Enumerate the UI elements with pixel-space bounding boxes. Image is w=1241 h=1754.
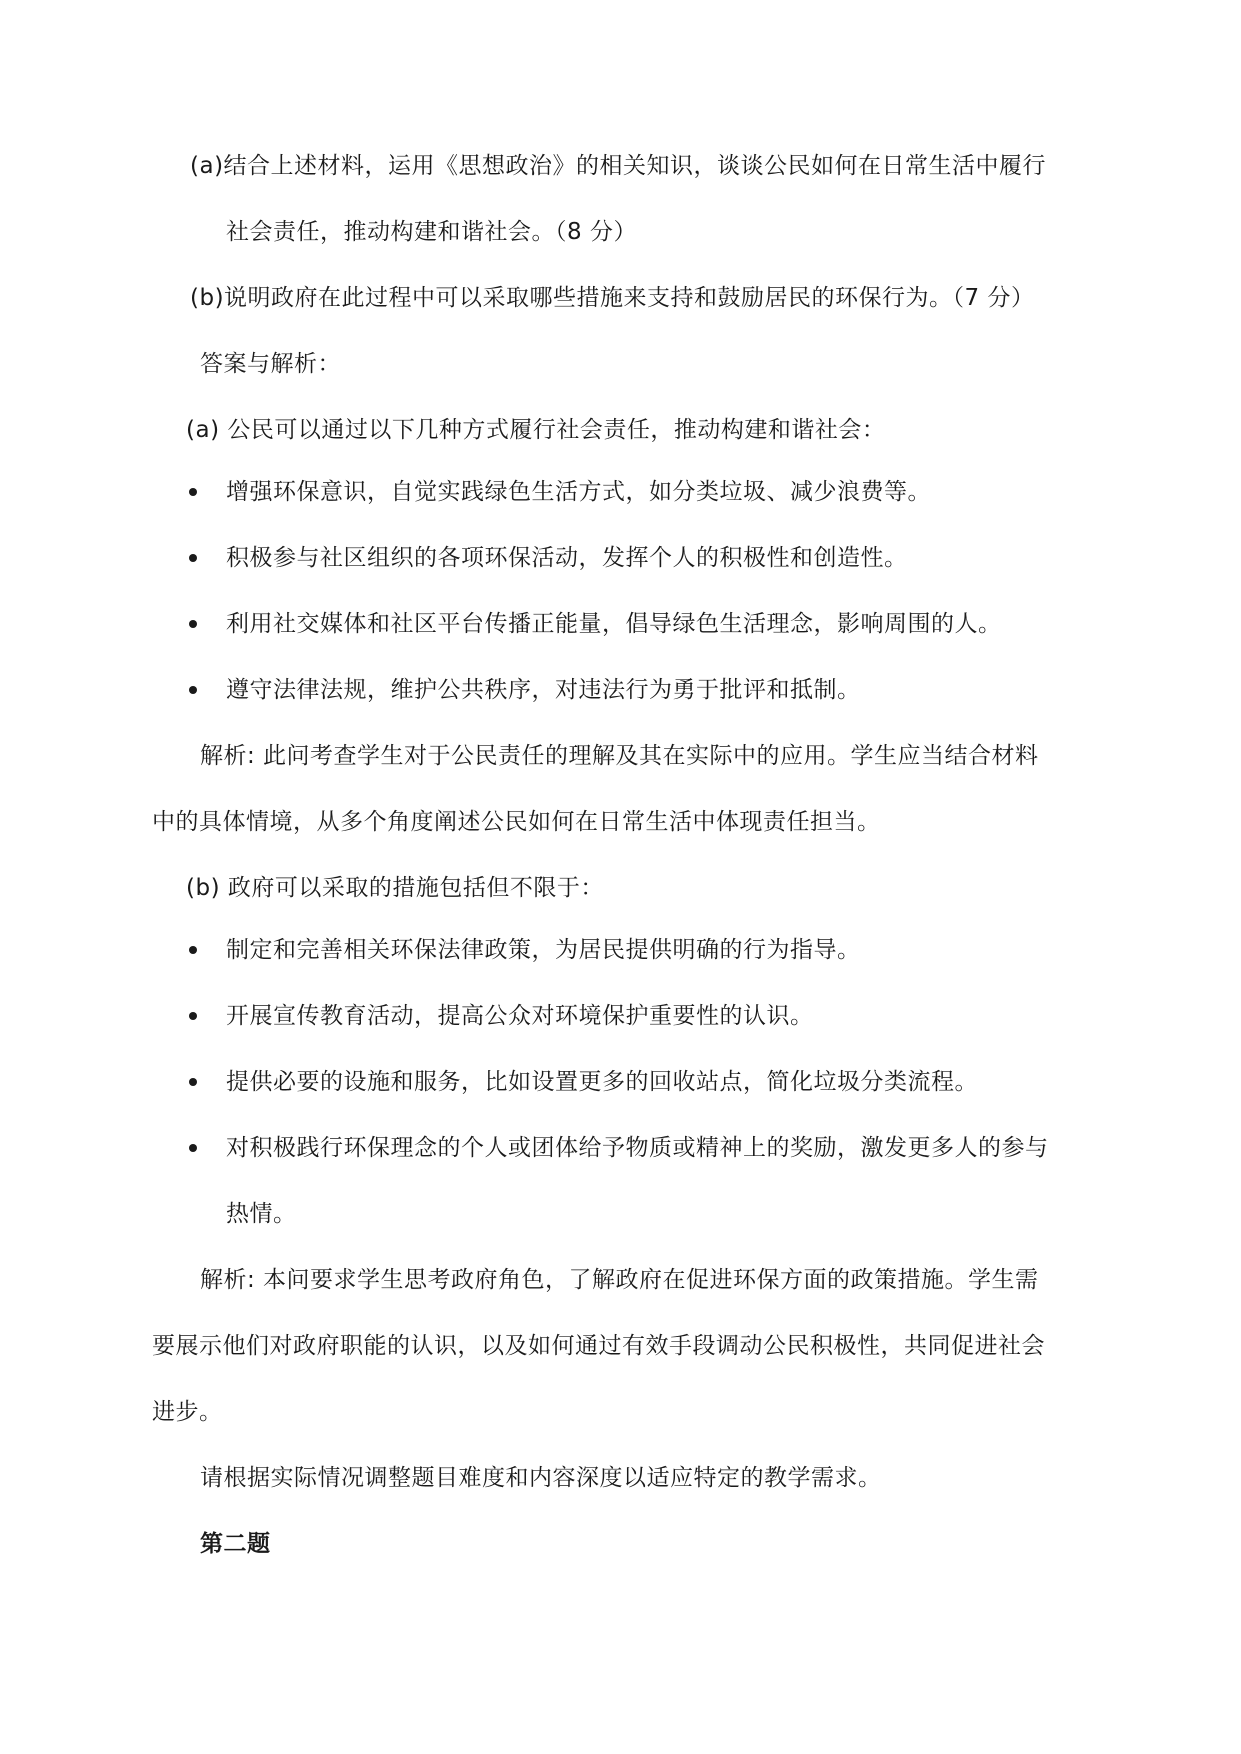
question-a-line-2: 社会责任，推动构建和谐社会。（8 分） [226, 219, 637, 245]
answer-b-item-4: 对积极践行环保理念的个人或团体给予物质或精神上的奖励，激发更多人的参与 [226, 1135, 1049, 1161]
closing-note: 请根据实际情况调整题目难度和内容深度以适应特定的教学需求。 [200, 1465, 882, 1491]
answer-a-intro: (a) 公民可以通过以下几种方式履行社会责任，推动构建和谐社会： [186, 417, 886, 443]
answer-b-analysis-line-2: 要展示他们对政府职能的认识，以及如何通过有效手段调动公民积极性，共同促进社会 [152, 1333, 1045, 1359]
bullet-icon [189, 1012, 197, 1020]
answer-b-item-3: 提供必要的设施和服务，比如设置更多的回收站点，简化垃圾分类流程。 [226, 1069, 978, 1095]
answer-b-item-4-continuation: 热情。 [226, 1201, 297, 1227]
answer-a-item-4: 遵守法律法规，维护公共秩序，对违法行为勇于批评和抵制。 [226, 677, 861, 703]
answer-b-analysis-line-3: 进步。 [152, 1399, 223, 1425]
bullet-icon [189, 620, 197, 628]
answer-b-intro: (b) 政府可以采取的措施包括但不限于： [186, 875, 604, 901]
bullet-icon [189, 686, 197, 694]
answer-heading: 答案与解析： [200, 351, 341, 377]
bullet-icon [189, 1078, 197, 1086]
answer-b-item-1: 制定和完善相关环保法律政策，为居民提供明确的行为指导。 [226, 937, 861, 963]
question-b: (b)说明政府在此过程中可以采取哪些措施来支持和鼓励居民的环保行为。（7 分） [190, 285, 1035, 311]
answer-a-item-3: 利用社交媒体和社区平台传播正能量，倡导绿色生活理念，影响周围的人。 [226, 611, 1002, 637]
bullet-icon [189, 946, 197, 954]
bullet-icon [189, 1144, 197, 1152]
bullet-icon [189, 488, 197, 496]
answer-a-analysis-line-2: 中的具体情境，从多个角度阐述公民如何在日常生活中体现责任担当。 [152, 809, 881, 835]
next-question-heading: 第二题 [200, 1531, 271, 1557]
answer-a-analysis-line-1: 解析: 此问考查学生对于公民责任的理解及其在实际中的应用。学生应当结合材料 [200, 743, 1039, 769]
bullet-icon [189, 554, 197, 562]
answer-b-item-2: 开展宣传教育活动，提高公众对环境保护重要性的认识。 [226, 1003, 814, 1029]
answer-b-analysis-line-1: 解析: 本问要求学生思考政府角色，了解政府在促进环保方面的政策措施。学生需 [200, 1267, 1039, 1293]
answer-a-item-2: 积极参与社区组织的各项环保活动，发挥个人的积极性和创造性。 [226, 545, 908, 571]
answer-a-item-1: 增强环保意识，自觉实践绿色生活方式，如分类垃圾、减少浪费等。 [226, 479, 931, 505]
question-a-line-1: (a)结合上述材料，运用《思想政治》的相关知识，谈谈公民如何在日常生活中履行 [190, 153, 1047, 179]
